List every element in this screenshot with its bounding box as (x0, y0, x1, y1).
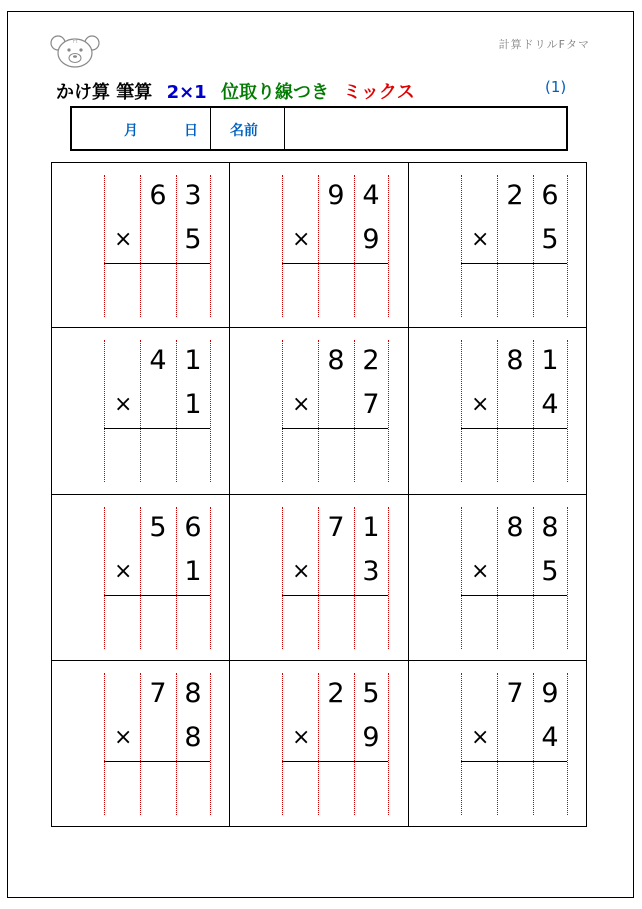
times-sign: × (292, 227, 311, 252)
place-value-guide-line (567, 340, 568, 482)
times-sign: × (471, 392, 490, 417)
multiplier-digit: 5 (541, 556, 559, 587)
month-label: 月 (124, 123, 138, 139)
problem-cell[interactable] (230, 163, 409, 328)
times-sign: × (114, 227, 133, 252)
name-label: 名前 (230, 123, 258, 139)
problem-cell[interactable] (52, 661, 230, 826)
multiplicand-ones-digit: 6 (184, 512, 202, 543)
multiplicand-tens-digit: 7 (327, 512, 345, 543)
problem-cell[interactable] (52, 495, 230, 661)
place-value-guide-line (210, 507, 211, 649)
answer-line (461, 428, 567, 429)
day-label: 日 (184, 123, 198, 139)
bear-logo-icon (48, 34, 102, 68)
times-sign: × (292, 392, 311, 417)
multiplicand-tens-digit: 7 (506, 678, 524, 709)
name-date-box (70, 106, 568, 151)
problem-cell[interactable] (52, 163, 230, 328)
multiplicand-tens-digit: 7 (149, 678, 167, 709)
answer-line (104, 761, 210, 762)
worksheet-title (56, 78, 423, 104)
multiplicand-tens-digit: 6 (149, 180, 167, 211)
multiplier-digit: 1 (184, 389, 202, 420)
times-sign: × (292, 559, 311, 584)
answer-area[interactable] (282, 430, 388, 480)
multiplicand-tens-digit: 4 (149, 345, 167, 376)
answer-area[interactable] (282, 597, 388, 647)
answer-line (104, 263, 210, 264)
place-value-guide-line (567, 507, 568, 649)
problem-cell[interactable] (230, 495, 409, 661)
problem-cell[interactable] (52, 328, 230, 495)
name-field[interactable] (284, 108, 566, 149)
multiplicand-tens-digit: 8 (506, 345, 524, 376)
multiplicand-ones-digit: 9 (541, 678, 559, 709)
multiplicand-ones-digit: 6 (541, 180, 559, 211)
place-value-guide-line (567, 175, 568, 317)
answer-area[interactable] (461, 597, 567, 647)
title-part-operation: かけ算 筆算 (56, 82, 153, 103)
place-value-guide-line (388, 175, 389, 317)
place-value-guide-line (388, 673, 389, 815)
multiplicand-tens-digit: 2 (327, 678, 345, 709)
sheet-number: (1) (545, 78, 567, 96)
date-field[interactable] (72, 108, 211, 149)
times-sign: × (292, 725, 311, 750)
multiplicand-tens-digit: 2 (506, 180, 524, 211)
problem-cell[interactable] (409, 661, 586, 826)
multiplier-digit: 3 (362, 556, 380, 587)
multiplier-digit: 9 (362, 224, 380, 255)
place-value-guide-line (388, 507, 389, 649)
multiplier-digit: 5 (541, 224, 559, 255)
problem-grid (51, 162, 587, 827)
place-value-guide-line (388, 340, 389, 482)
place-value-guide-line (567, 673, 568, 815)
times-sign: × (114, 392, 133, 417)
answer-area[interactable] (104, 763, 210, 813)
multiplier-digit: 1 (184, 556, 202, 587)
problem-cell[interactable] (409, 495, 586, 661)
multiplicand-tens-digit: 8 (327, 345, 345, 376)
answer-area[interactable] (104, 430, 210, 480)
answer-line (104, 595, 210, 596)
multiplicand-ones-digit: 8 (541, 512, 559, 543)
multiplicand-tens-digit: 5 (149, 512, 167, 543)
place-value-guide-line (210, 175, 211, 317)
multiplicand-ones-digit: 4 (362, 180, 380, 211)
answer-line (461, 595, 567, 596)
multiplicand-ones-digit: 8 (184, 678, 202, 709)
answer-line (282, 761, 388, 762)
multiplier-digit: 9 (362, 722, 380, 753)
times-sign: × (114, 559, 133, 584)
title-part-mix: ミックス (343, 82, 415, 103)
answer-area[interactable] (104, 265, 210, 315)
answer-area[interactable] (282, 763, 388, 813)
answer-line (461, 761, 567, 762)
answer-area[interactable] (461, 430, 567, 480)
problem-cell[interactable] (230, 328, 409, 495)
multiplicand-tens-digit: 8 (506, 512, 524, 543)
svg-text:Ft: Ft (72, 39, 78, 45)
answer-line (104, 428, 210, 429)
problem-cell[interactable] (409, 328, 586, 495)
answer-area[interactable] (104, 597, 210, 647)
multiplier-digit: 5 (184, 224, 202, 255)
multiplicand-tens-digit: 9 (327, 180, 345, 211)
place-value-guide-line (210, 673, 211, 815)
answer-line (282, 595, 388, 596)
multiplicand-ones-digit: 1 (184, 345, 202, 376)
problem-cell[interactable] (409, 163, 586, 328)
multiplicand-ones-digit: 1 (541, 345, 559, 376)
times-sign: × (471, 559, 490, 584)
title-part-digits: 2×1 (166, 82, 207, 103)
answer-area[interactable] (461, 763, 567, 813)
multiplicand-ones-digit: 1 (362, 512, 380, 543)
multiplier-digit: 8 (184, 722, 202, 753)
multiplier-digit: 7 (362, 389, 380, 420)
multiplier-digit: 4 (541, 389, 559, 420)
answer-line (282, 263, 388, 264)
multiplicand-ones-digit: 5 (362, 678, 380, 709)
answer-line (461, 263, 567, 264)
multiplicand-ones-digit: 2 (362, 345, 380, 376)
multiplier-digit: 4 (541, 722, 559, 753)
answer-area[interactable] (461, 265, 567, 315)
times-sign: × (114, 725, 133, 750)
name-label-cell (210, 108, 285, 149)
times-sign: × (471, 725, 490, 750)
answer-area[interactable] (282, 265, 388, 315)
brand-name: 計算ドリルFタマ (498, 38, 590, 51)
times-sign: × (471, 227, 490, 252)
place-value-guide-line (210, 340, 211, 482)
multiplicand-ones-digit: 3 (184, 180, 202, 211)
answer-line (282, 428, 388, 429)
problem-cell[interactable] (230, 661, 409, 826)
title-part-guides: 位取り線つき (220, 82, 329, 103)
